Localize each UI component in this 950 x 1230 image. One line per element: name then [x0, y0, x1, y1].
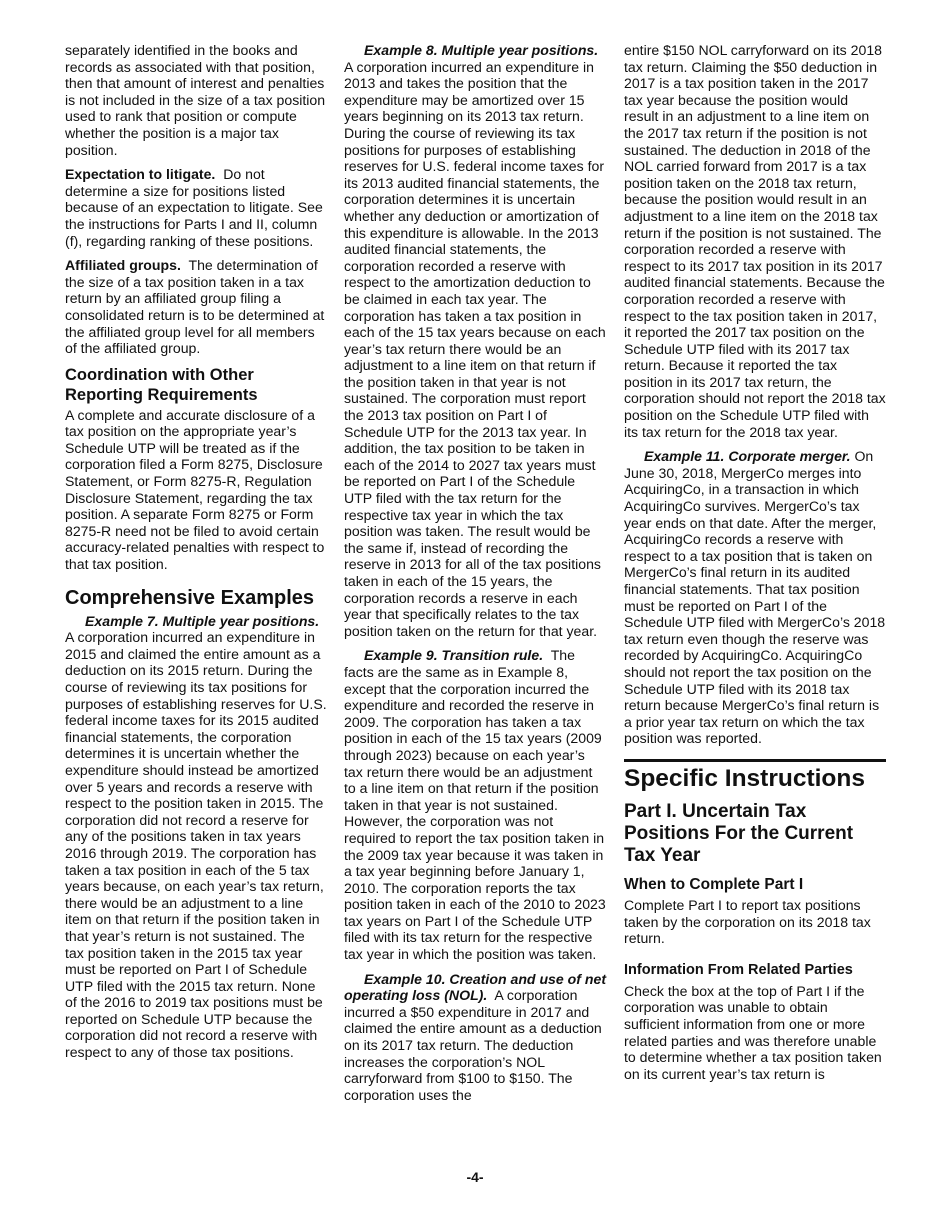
- example-7-heading: Example 7. Multiple year positions.: [85, 612, 320, 629]
- heading-specific-instructions: Specific Instructions: [624, 759, 886, 793]
- paragraph-example-10: [344, 971, 606, 1104]
- run-in-heading-affiliated: Affiliated groups.: [65, 257, 181, 274]
- heading-when-to-complete: When to Complete Part I: [624, 875, 804, 893]
- example-9-heading: Example 9. Transition rule.: [364, 647, 544, 664]
- example-8-body: A corporation incurred an expenditure in 2013 and takes the position that the expenditure may be amortized over 15 years beginning on its 2013 tax return. During the course of reviewing its tax positions for purposes of establishing reserves for U.S. federal income taxes for its 2013 audited financial statements, the corporation determines it is uncertain whether any deduction or amortization of this expenditure is allowable. In the 2013 audited financial statements, the corporation recorded a reserve with respect to the amortization deduction to be claimed in each tax year. The corporation has taken a tax position in each of the 15 tax years because on each year’s tax return there would be an adjustment to a line item on that return if the position taken in that year is not sustained. The corporation must report the 2013 tax position on Part I of Schedule UTP for the 2013 tax year. In addition, the tax position to be taken in each of the 2014 to 2027 tax years must be reported on Part I of the Schedule UTP filed with the tax return for the respective tax year in which the tax position was taken. The result would be the same if, instead of recording the reserve in 2013 for all of the tax positions taken in each of the 15 years, the corporation records a reserve in each year that specifically relates to the tax position taken on the return for that year.: [344, 58, 606, 639]
- column-middle: [344, 42, 606, 1111]
- paragraph-related-parties: Check the box at the top of Part I if the corporation was unable to obtain sufficient information from one or more related parties and was therefore unable to determine whether a tax position taken on its current year’s tax return is: [624, 982, 882, 1082]
- heading-coordination: Coordination with Other Reporting Requirements: [65, 365, 258, 404]
- paragraph-example-8: [344, 42, 606, 639]
- example-10-body: A corporation incurred a $50 expenditure in 2017 and claimed the entire amount as a deduction on its 2017 tax return. The deduction increases the corporation’s NOL carryforward from $100 to $150. The corporation uses the: [344, 987, 602, 1103]
- paragraph-expectation-to-litigate: [65, 166, 327, 249]
- example-9-body: The facts are the same as in Example 8, except that the corporation incurred the expenditure and recorded the reserve in 2009. The corporation has taken a tax position in each of the 15 tax years (2009 through 2023) because on each year’s tax return there would be an adjustment to a line item on that return if the position taken in that year is not sustained. However, the corporation was not required to report the tax position taken in the 2009 tax year because it was taken in a tax year beginning before January 1, 2010. The corporation reports the tax position taken in each of the 2010 to 2023 tax years on Part I of the Schedule UTP filed with its tax return for the respective tax year in which the position was taken.: [344, 647, 606, 963]
- paragraph-example-9: [344, 647, 606, 962]
- example-11-body: On June 30, 2018, MergerCo merges into AcquiringCo, in a transaction in which AcquiringCo survives. MergerCo’s tax year ends on that date. After the merger, AcquiringCo records a reserve with respect to a tax position that is taken on MergerCo’s final return in its audited financial statements. That tax position must be reported on Part I of the Schedule UTP filed with MergerCo’s 2018 tax return even though the reserve was recorded by AcquiringCo. AcquiringCo should not report the tax position on the Schedule UTP filed with its 2018 tax return because MergerCo’s final return is a prior year tax return on which the tax position was reported.: [624, 448, 886, 747]
- paragraph-affiliated-groups: [65, 257, 327, 357]
- example-10-heading: Example 10. Creation and use of net operating loss (NOL).: [344, 970, 607, 1004]
- litigate-body: Do not determine a size for positions listed because of an expectation to litigate. See the instructions for Parts I and II, column (f), regarding ranking of these positions.: [65, 166, 323, 249]
- paragraph-when-to-complete: Complete Part I to report tax positions taken by the corporation on its 2018 tax return.: [624, 896, 871, 947]
- example-11-heading: Example 11. Corporate merger.: [644, 448, 851, 465]
- heading-related-parties: Information From Related Parties: [624, 961, 853, 978]
- example-7-body: A corporation incurred an expenditure in 2015 and claimed the entire amount as a deduction on its 2015 return. During the course of reviewing its tax positions for purposes of establishing reserves for U.S. federal income taxes for its 2015 audited financial statements, the corporation determines it is uncertain whether the expenditure should instead be amortized over 5 years and records a reserve with respect to the position taken in 2015. The corporation did not record a reserve for any of the positions taken in tax years 2016 through 2019. The corporation has taken a tax position in each of the 5 tax years because, on each year’s tax return, there would be an adjustment to a line item on that return if the position taken in that year’s return is not sustained. The tax position taken in the 2015 tax year must be reported on Part I of Schedule UTP filed with the 2015 tax return. None of the 2016 to 2019 tax positions must be reported on Schedule UTP because the corporation did not record a reserve with respect to any of those tax positions.: [65, 629, 327, 1061]
- column-right: [624, 42, 886, 1090]
- page-number: -4-: [466, 1169, 484, 1185]
- heading-comprehensive-examples: Comprehensive Examples: [65, 586, 314, 609]
- paragraph-example-7: [65, 613, 327, 1061]
- paragraph-example-10-continued: entire $150 NOL carryforward on its 2018 tax return. Claiming the $50 deduction in 2017 is a tax position taken in the 2017 tax year because the position would result in an adjustment to a line item on the 2017 tax return if the position is not sustained. The deduction in 2018 of the NOL carried forward from 2017 is a tax position taken on the 2018 tax return, because the position would result in an adjustment to a line item on the 2018 tax return if the position is not sustained. The corporation recorded a reserve with respect to its 2017 tax position in its 2017 audited financial statements. Because the corporation recorded a reserve with respect to the tax position taken in 2017, it reported the 2017 tax position on the Schedule UTP filed with its 2017 tax return. Because it reported the tax position in its 2017 tax return, the corporation should not report the 2018 tax position on the Schedule UTP filed with its tax return for the 2018 tax year.: [624, 42, 886, 440]
- paragraph-example-11: [624, 448, 886, 747]
- example-8-heading: Example 8. Multiple year positions.: [364, 42, 599, 58]
- paragraph-coordination: A complete and accurate disclosure of a tax position on the appropriate year’s Schedule UTP will be treated as if the corporation filed a Form 8275, Disclosure Statement, or Form 8275-R, Regulation Disclosure Statement, regarding the tax position. A separate Form 8275 or Form 8275-R need not be filed to avoid certain accuracy-related penalties with respect to that tax position.: [65, 406, 325, 573]
- run-in-heading-litigate: Expectation to litigate.: [65, 166, 216, 183]
- heading-part-1: Part I. Uncertain Tax Positions For the Current Tax Year: [624, 800, 854, 866]
- affiliated-body: The determination of the size of a tax position taken in a tax return by an affiliated group filing a consolidated return is to be determined at the affiliated group level for all members of the affiliated group.: [65, 257, 325, 357]
- paragraph-interest-penalties: separately identified in the books and records as associated with that position, then that amount of interest and penalties is not included in the size of a tax position used to rank that position or compute whether the position is a major tax position.: [65, 42, 326, 158]
- column-left: [65, 42, 327, 1069]
